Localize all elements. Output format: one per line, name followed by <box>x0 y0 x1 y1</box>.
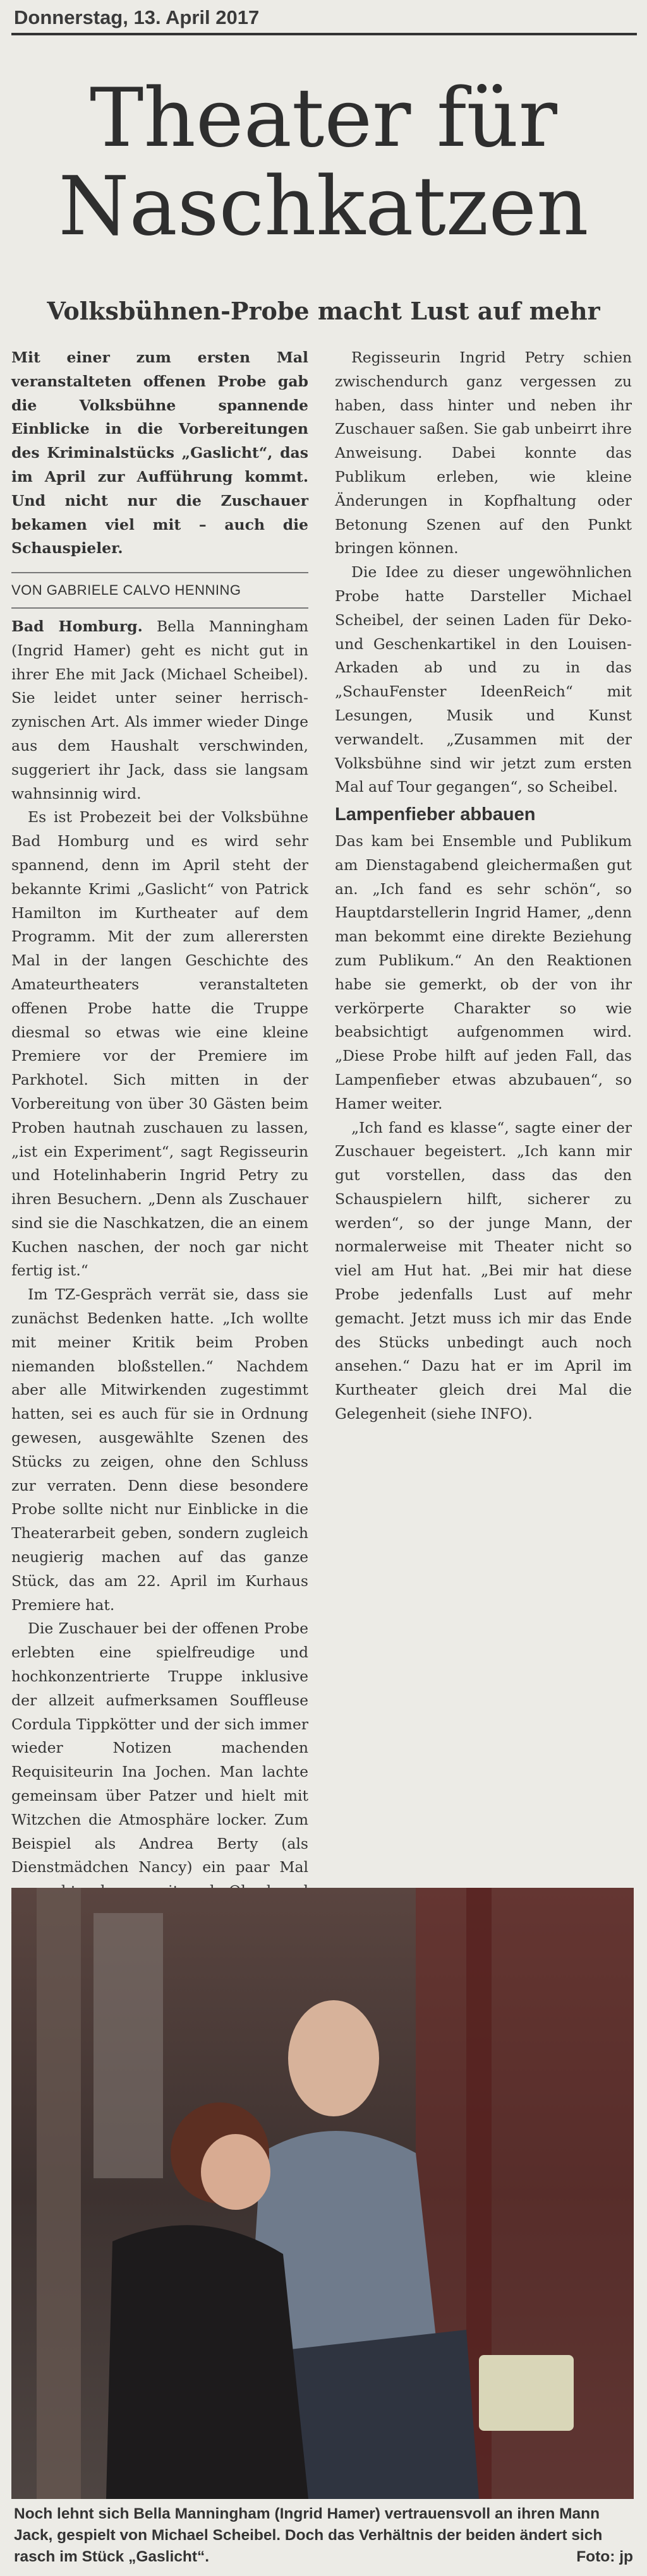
paragraph-1 <box>11 615 308 806</box>
header-rule <box>11 33 637 35</box>
paragraph-4: Die Zuschauer bei der offenen Probe erlebten eine spielfreudige und hochkonzentrierte Truppe inklusive der allzeit aufmerksamen Souffleuse Cordula Tippkötter und der sich immer wieder Notizen machenden Requisiteurin Ina Jochen. Man lachte gemeinsam über Patzer und hielt mit Witzchen die Atmosphäre locker. Zum Beispiel als Andrea Berty (als Dienstmädchen Nancy) ein paar Mal <box>11 1619 308 1876</box>
article-photo <box>11 1888 634 2499</box>
woman-clothing <box>106 2225 308 2499</box>
subheadline: Volksbühnen-Probe macht Lust auf mehr <box>47 297 600 325</box>
paragraph-2: Es ist Probezeit bei der Volksbühne Bad Homburg und es wird sehr spannend, denn im April steht der bekannte Krimi „Gaslicht“ von Patrick Hamilton im Kurtheater auf dem Programm. Mit der zum allerersten Mal in der langen Geschichte des Amateurtheaters veranstalteten offenen Probe hatte die Truppe diesmal so etwas wie eine kleine Premiere vor der Premiere im Parkhotel. Sich mitten in der Vorbereitung von über 30 Gästen beim Proben hautnah zuschauen zu lassen, „ist ein Experiment“, sagt Regisseurin und Hotelinhaberin Ingrid Petry zu ihren Besuchern. „Denn als Zuschauer sind sie die Naschkatzen, die an einem Kuchen naschen, der noch gar nicht fertig ist.“ <box>11 808 308 1280</box>
headline <box>0 71 647 254</box>
window-frame <box>37 1888 81 2499</box>
paragraph-8: „Ich fand es klasse“, sagte einer der Zuschauer begeistert. „Ich kann mir gut vorstellen, dass das den Schauspielern hilft, sicherer zu werden“, so der junge Mann, der normalerweise mit Theater nicht so viel am Hut hat. „Bei mir hat diese Probe jedenfalls Lust auf mehr gemacht. Jetzt muss ich mir das Ende des Stücks unbedingt auch noch ansehen.“ Dazu hat er im April im Kurtheater gleich drei Mal die Gelegenheit (siehe INFO). <box>335 1118 632 1423</box>
article-column-left <box>11 346 308 1975</box>
headline-line-1: Theater für <box>90 71 557 165</box>
paragraph-3: Im TZ-Gespräch verrät sie, dass sie zunächst Bedenken hatte. „Ich wollte mit meiner Kritik beim Proben niemanden bloßstellen.“ Nachdem aber alle Mitwirkenden zugestimmt hatten, sei es auch für sie in Ordnung gewesen, ausgewählte Szenen des Stücks zu zeigen, ohne den Schluss zur verraten. Denn diese besondere Probe sollte nicht nur Einblicke in die Theaterarbeit geben, sondern zugleich neugierig machen auf das ganze Stück, das am 22. April im Kurhaus Premiere hat. <box>11 1285 308 1614</box>
woman-face <box>201 2134 270 2210</box>
man-head <box>288 2000 379 2116</box>
issue-date: Donnerstag, 13. April 2017 <box>14 6 260 28</box>
photo-credit: Foto: jp <box>576 2548 633 2565</box>
photo-caption <box>14 2503 633 2568</box>
window <box>94 1913 163 2178</box>
byline: VON GABRIELE CALVO HENNING <box>11 572 308 609</box>
dateline-place: Bad Homburg. <box>11 617 143 635</box>
paragraph-7: Das kam bei Ensemble und Publikum am Dienstagabend gleichermaßen gut an. „Ich fand es sehr schön“, so Hauptdarstellerin Ingrid Hamer, „denn man bekommt eine direkte Beziehung zum Publikum.“ An den Reaktionen habe sie gemerkt, ob der von ihr verkörperte Charakter so wie beabsichtigt aufgenommen wird. „Diese Probe hilft auf jeden Fall, das Lampenfieber etwas abzubauen“, so Hamer weiter. <box>335 832 632 1112</box>
caption-text: Noch lehnt sich Bella Manningham (Ingrid Hamer) vertrauensvoll an ihren Mann Jack, gespielt von Michael Scheibel. Doch das Verhältnis der beiden ändert sich rasch im Stück „Gaslicht“. <box>14 2505 603 2565</box>
article-column-right <box>335 346 632 1426</box>
article-lead: Mit einer zum ersten Mal veranstalteten offenen Probe gab die Volksbühne spannende Einblicke in die Vorbereitungen des Kriminalstücks „Gaslicht“, das im April zur Aufführung kommt. Und nicht nur die Zuschauer bekamen viel mit – auch die Schauspieler. <box>11 349 308 558</box>
section-heading: Lampenfieber abbauen <box>335 804 536 825</box>
headline-line-2: Naschkatzen <box>58 160 589 254</box>
paragraph-6: Die Idee zu dieser ungewöhnlichen Probe hatte Darsteller Michael Scheibel, der seinen Laden für Deko- und Geschenkartikel in den Louisen-Arkaden ab und zu in das „SchauFenster IdeenReich“ mit Lesungen, Musik und Kunst verwandelt. „Zusammen mit der Volksbühne sind wir jetzt zum ersten Mal auf Tour gegangen“, so Scheibel. <box>335 563 632 796</box>
paragraph-1-text: Bella Manningham (Ingrid Hamer) geht es nicht gut in ihrer Ehe mit Jack (Michael Scheibel). Sie leidet unter seiner herrisch-zynischen Art. Als immer wieder Dinge aus dem Haushalt verschwinden, suggeriert ihr Jack, dass sie langsam wahnsinnig wird. <box>11 617 308 802</box>
paragraph-5: Regisseurin Ingrid Petry schien zwischendurch ganz vergessen zu haben, dass hinter und neben ihr Zuschauer saßen. Sie gab unbeirrt ihre Anweisung. Dabei konnte das Publikum erleben, wie kleine Änderungen in Kopfhaltung oder Betonung Szenen auf den Punkt bringen können. <box>335 349 632 558</box>
script-pages <box>479 2355 574 2431</box>
rehearsal-photo-illustration <box>11 1888 634 2499</box>
